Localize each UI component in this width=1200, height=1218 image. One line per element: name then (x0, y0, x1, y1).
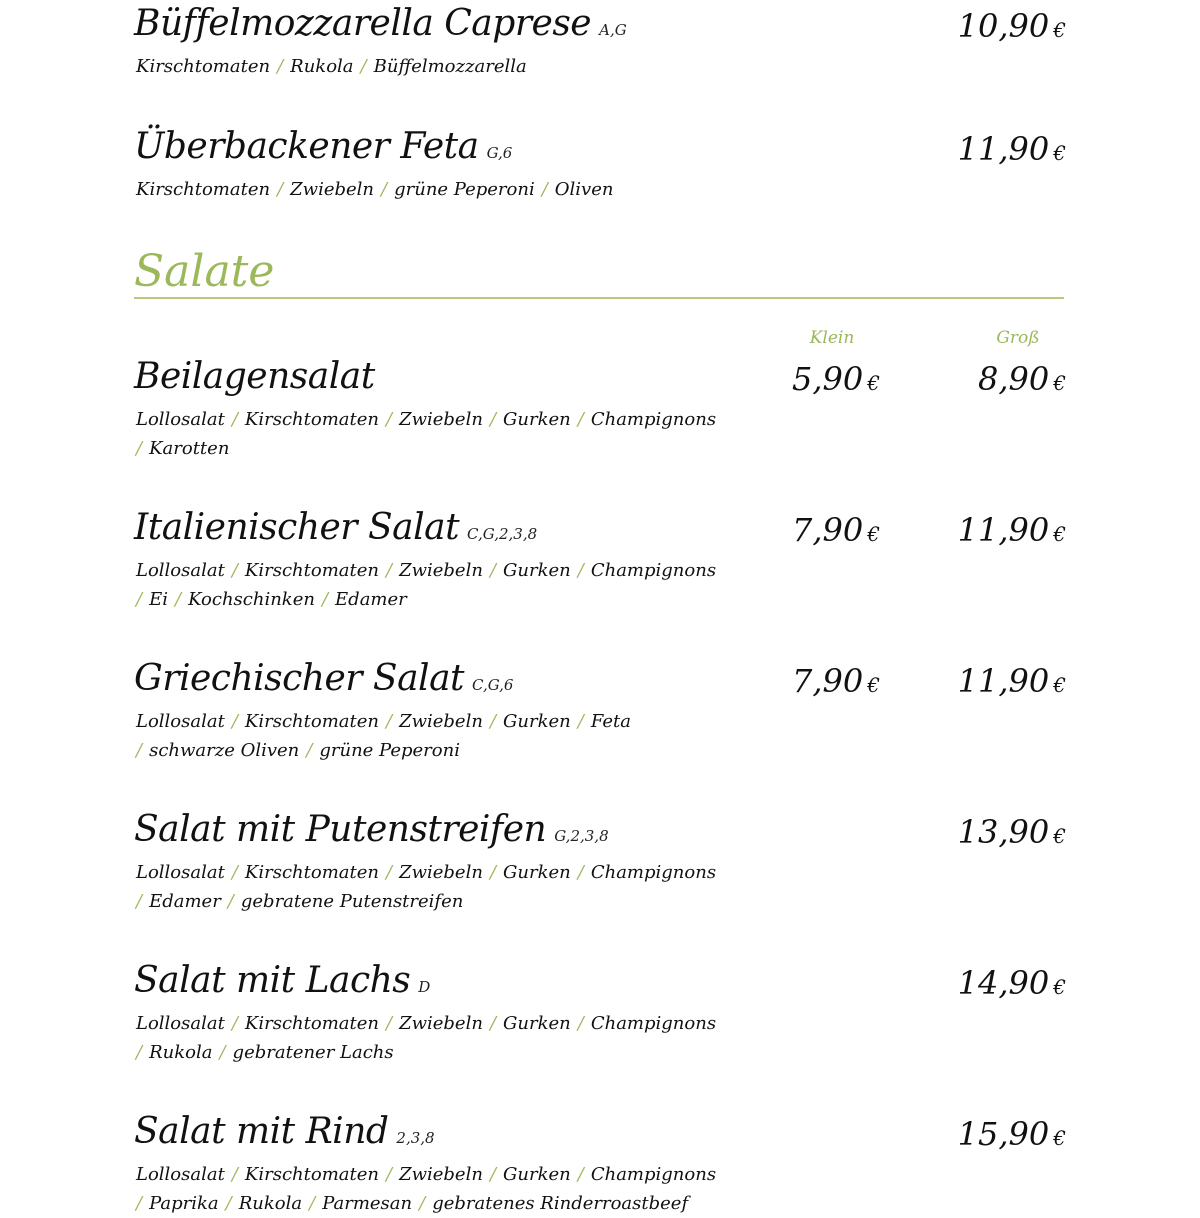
euro-sign: € (867, 522, 880, 546)
separator-slash: / (136, 438, 143, 459)
item-ingredients (136, 556, 716, 614)
section-divider (134, 297, 1064, 299)
ingredient: Gurken (503, 409, 571, 430)
item-name: Griechischer Salat C,G,6 (134, 658, 514, 699)
item-ingredients (136, 1009, 716, 1067)
separator-slash: / (386, 560, 393, 581)
separator-slash: / (225, 1193, 232, 1214)
separator-slash: / (577, 862, 584, 883)
ingredient: Lollosalat (136, 1164, 225, 1185)
separator-slash: / (489, 1164, 497, 1185)
separator-slash: / (577, 409, 584, 430)
ingredient: Paprika (149, 1193, 219, 1214)
section-title: Salate (134, 246, 275, 297)
separator-slash: / (174, 589, 182, 610)
ingredient: Lollosalat (136, 560, 225, 581)
ingredient: Kirschtomaten (244, 862, 379, 883)
separator-slash: / (306, 740, 313, 761)
separator-slash: / (231, 409, 238, 430)
separator-slash: / (360, 56, 367, 77)
euro-sign: € (1053, 673, 1066, 697)
separator-slash: / (136, 740, 143, 761)
item-ingredients (136, 175, 613, 204)
separator-slash: / (489, 711, 497, 732)
separator-slash: / (321, 589, 329, 610)
price-small: 5,90 € (792, 360, 880, 398)
item-ingredients (136, 858, 716, 916)
ingredient: Kirschtomaten (244, 560, 379, 581)
separator-slash: / (386, 1164, 393, 1185)
ingredient: Gurken (503, 1164, 571, 1185)
separator-slash: / (386, 1013, 393, 1034)
separator-slash: / (136, 1042, 143, 1063)
ingredient: Zwiebeln (399, 409, 483, 430)
ingredient: Kochschinken (188, 589, 315, 610)
ingredient: Zwiebeln (399, 862, 483, 883)
ingredient: Ei (149, 589, 168, 610)
price-small: 7,90 € (792, 511, 880, 549)
allergen-codes: D (418, 978, 431, 996)
separator-slash: / (577, 1164, 584, 1185)
separator-slash: / (577, 560, 584, 581)
price-large: 14,90 € (957, 964, 1066, 1002)
allergen-codes: G,6 (486, 144, 513, 162)
separator-slash: / (386, 409, 393, 430)
ingredient: Lollosalat (136, 1013, 225, 1034)
item-name: Beilagensalat (134, 356, 375, 397)
euro-sign: € (1053, 371, 1066, 395)
separator-slash: / (489, 409, 497, 430)
item-name: Salat mit Putenstreifen G,2,3,8 (134, 809, 609, 850)
ingredient: Champignons (590, 560, 717, 581)
separator-slash: / (136, 1193, 143, 1214)
separator-slash: / (227, 891, 234, 912)
ingredient: schwarze Oliven (149, 740, 300, 761)
separator-slash: / (386, 711, 393, 732)
ingredient: Oliven (554, 179, 614, 200)
ingredient: Kirschtomaten (244, 1013, 379, 1034)
item-name: Büffelmozzarella Caprese A,G (134, 3, 627, 44)
separator-slash: / (231, 711, 238, 732)
allergen-codes: 2,3,8 (396, 1129, 435, 1147)
ingredient: Gurken (503, 862, 571, 883)
separator-slash: / (136, 589, 143, 610)
ingredient: Kirschtomaten (136, 179, 271, 200)
item-price: 10,90 € (957, 7, 1066, 45)
ingredient: Kirschtomaten (244, 409, 379, 430)
ingredient: Champignons (590, 1164, 717, 1185)
ingredient: Lollosalat (136, 862, 225, 883)
allergen-codes: G,2,3,8 (554, 827, 609, 845)
separator-slash: / (309, 1193, 316, 1214)
price-large: 13,90 € (957, 813, 1066, 851)
euro-sign: € (1053, 522, 1066, 546)
ingredient: Lollosalat (136, 711, 225, 732)
ingredient: Kirschtomaten (244, 711, 379, 732)
ingredient: Zwiebeln (290, 179, 375, 200)
ingredient: Kirschtomaten (136, 56, 271, 77)
allergen-codes: C,G,2,3,8 (467, 525, 538, 543)
ingredient: grüne Peperoni (319, 740, 460, 761)
ingredient: Büffelmozzarella (373, 56, 527, 77)
item-ingredients (136, 1160, 716, 1218)
euro-sign: € (1053, 18, 1066, 42)
price-large: 11,90 € (957, 662, 1066, 700)
euro-sign: € (1053, 975, 1066, 999)
ingredient: Zwiebeln (399, 711, 483, 732)
column-head-large: Groß (996, 328, 1040, 348)
separator-slash: / (386, 862, 393, 883)
separator-slash: / (577, 711, 584, 732)
item-ingredients (136, 405, 716, 463)
allergen-codes: C,G,6 (472, 676, 514, 694)
item-ingredients (136, 707, 631, 765)
item-name: Salat mit Rind 2,3,8 (134, 1111, 435, 1152)
ingredient: grüne Peperoni (394, 179, 535, 200)
item-price: 11,90 € (957, 130, 1066, 168)
ingredient: Rukola (149, 1042, 213, 1063)
euro-sign: € (1053, 1126, 1066, 1150)
item-name: Salat mit Lachs D (134, 960, 431, 1001)
separator-slash: / (489, 1013, 497, 1034)
euro-sign: € (867, 371, 880, 395)
ingredient: Champignons (590, 409, 717, 430)
ingredient: Kirschtomaten (244, 1164, 379, 1185)
euro-sign: € (867, 673, 880, 697)
ingredient: Karotten (149, 438, 230, 459)
ingredient: Gurken (503, 711, 571, 732)
separator-slash: / (231, 1164, 238, 1185)
ingredient: Rukola (238, 1193, 303, 1214)
item-name: Überbackener Feta G,6 (134, 126, 513, 167)
ingredient: Zwiebeln (399, 1013, 483, 1034)
separator-slash: / (231, 862, 238, 883)
ingredient: Edamer (335, 589, 407, 610)
separator-slash: / (231, 1013, 238, 1034)
price-large: 8,90 € (978, 360, 1066, 398)
column-head-small: Klein (809, 328, 855, 348)
ingredient: gebratener Lachs (232, 1042, 394, 1063)
ingredient: gebratenes Rinderroastbeef (432, 1193, 689, 1214)
separator-slash: / (277, 56, 284, 77)
ingredient: Rukola (290, 56, 354, 77)
ingredient: Feta (590, 711, 631, 732)
separator-slash: / (541, 179, 548, 200)
separator-slash: / (489, 862, 497, 883)
ingredient: Edamer (149, 891, 221, 912)
price-large: 15,90 € (957, 1115, 1066, 1153)
euro-sign: € (1053, 824, 1066, 848)
ingredient: Parmesan (322, 1193, 413, 1214)
separator-slash: / (231, 560, 238, 581)
separator-slash: / (381, 179, 388, 200)
euro-sign: € (1053, 141, 1066, 165)
separator-slash: / (277, 179, 284, 200)
ingredient: Zwiebeln (399, 560, 483, 581)
ingredient: Champignons (590, 1013, 717, 1034)
separator-slash: / (419, 1193, 426, 1214)
separator-slash: / (136, 891, 143, 912)
ingredient: Gurken (503, 560, 571, 581)
price-large: 11,90 € (957, 511, 1066, 549)
item-name: Italienischer Salat C,G,2,3,8 (134, 507, 538, 548)
item-ingredients (136, 52, 527, 81)
separator-slash: / (219, 1042, 226, 1063)
price-small: 7,90 € (792, 662, 880, 700)
ingredient: Lollosalat (136, 409, 225, 430)
ingredient: Gurken (503, 1013, 571, 1034)
separator-slash: / (577, 1013, 584, 1034)
allergen-codes: A,G (599, 21, 627, 39)
ingredient: Champignons (590, 862, 717, 883)
separator-slash: / (489, 560, 497, 581)
ingredient: gebratene Putenstreifen (240, 891, 464, 912)
ingredient: Zwiebeln (399, 1164, 483, 1185)
